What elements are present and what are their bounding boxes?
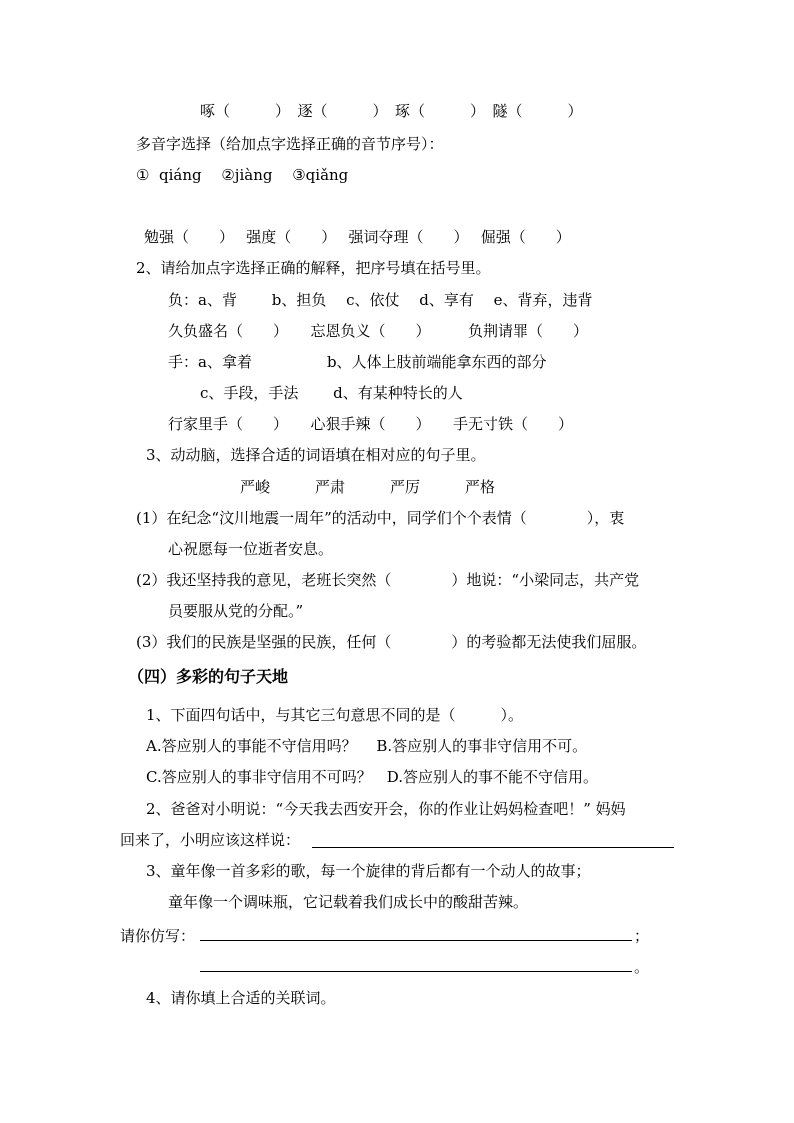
section-heading: （四）多彩的句子天地 [128,667,289,686]
line-3: ① qiáng ②jiàng ③qiǎng [136,166,349,184]
line-20: A.答应别人的事能不守信用吗？ B.答应别人的事非守信用不可。 [146,737,588,755]
line-10: 行家里手（ ） 心狠手辣（ ） 手无寸铁（ ） [168,415,574,433]
line-9: c、手段，手法 d、有某种特长的人 [200,384,463,402]
line-24: 3、童年像一首多彩的歌，每一个旋律的背后都有一个动人的故事； [146,862,591,880]
line-22: 2、爸爸对小明说：“今天我去西安开会，你的作业让妈妈检查吧！” 妈妈 [146,800,626,818]
line-2: 多音字选择（给加点字选择正确的音节序号）： [136,135,444,153]
line-12: 严峻 严肃 严厉 严格 [240,478,496,496]
line-26: 请你仿写： [120,927,196,945]
line-23: 回来了，小明应该这样说： [120,831,301,849]
imitation-blank-2[interactable] [200,971,632,972]
line-8: 手：a、拿着 b、人体上肢前端能拿东西的部分 [168,353,547,371]
line-7: 久负盛名（ ） 忘恩负义（ ） 负荆请罪（ ） [168,322,589,340]
line-4: 勉强（ ） 强度（ ） 强词夺理（ ） 倔强（ ） [144,228,571,246]
line-19: 1、下面四句话中，与其它三句意思不同的是（ ）。 [146,706,524,724]
answer-blank-1[interactable] [312,847,674,848]
line-25: 童年像一个调味瓶，它记载着我们成长中的酸甜苦辣。 [168,893,529,911]
line-16: 员要服从党的分配。” [168,602,304,620]
line-14: 心祝愿每一位逝者安息。 [168,540,334,558]
line-21: C.答应别人的事非守信用不可吗？ D.答应别人的事不能不守信用。 [146,768,598,786]
line-27: 4、请你填上合适的关联词。 [146,989,336,1007]
line-13: (1）在纪念“汶川地震一周年”的活动中，同学们个个表情（ ），衷 [136,509,625,527]
period-mark: 。 [634,958,650,976]
line-1: 啄（ ） 逐（ ） 琢（ ） 隧（ ） [200,102,583,120]
semicolon-mark: ； [634,927,650,945]
imitation-blank-1[interactable] [200,940,632,941]
line-15: (2）我还坚持我的意见，老班长突然（ ）地说：“小梁同志，共产党 [136,571,640,589]
line-17: (3）我们的民族是坚强的民族，任何（ ）的考验都无法使我们屈服。 [136,633,647,651]
line-11: 3、动动脑，选择合适的词语填在相对应的句子里。 [146,446,486,464]
line-5: 2、请给加点字选择正确的解释，把序号填在括号里。 [136,259,491,277]
line-6: 负：a、背 b、担负 c、依仗 d、享有 e、背弃，违背 [168,291,593,309]
